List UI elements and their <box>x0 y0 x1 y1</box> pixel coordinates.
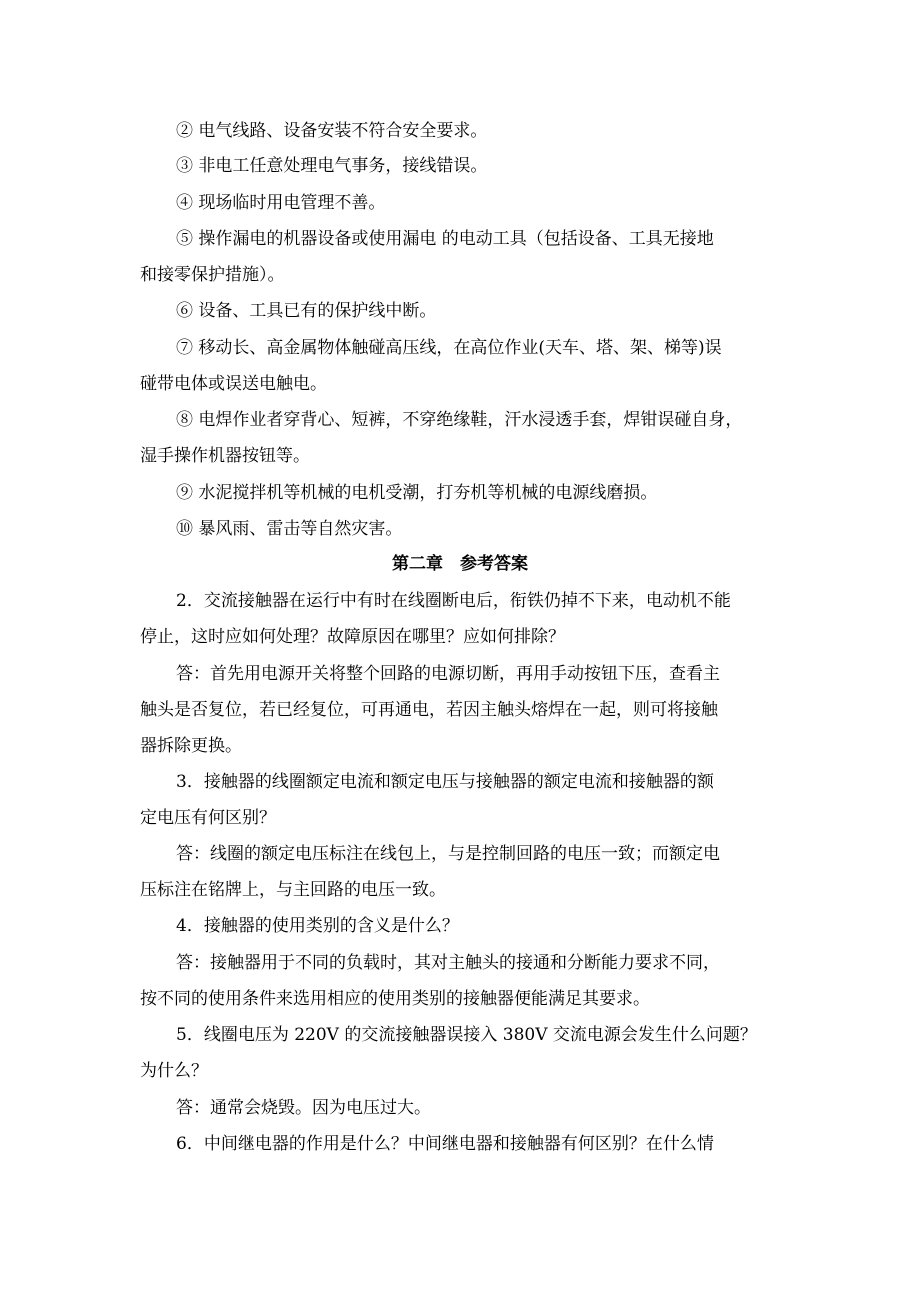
answer-2-line-1: 答：首先用电源开关将整个回路的电源切断，再用手动按钮下压，查看主 <box>176 664 720 684</box>
answer-5: 答：通常会烧毁。因为电压过大。 <box>176 1098 431 1118</box>
list-item-6: ⑥ 设备、工具已有的保护线中断。 <box>176 301 437 321</box>
question-6-line-1: 6．中间继电器的作用是什么？中间继电器和接触器有何区别？在什么情 <box>176 1134 714 1154</box>
list-item-7-line-1: ⑦ 移动长、高金属物体触碰高压线，在高位作业(天车、塔、架、梯等)误 <box>176 338 722 358</box>
question-2-line-1: 2．交流接触器在运行中有时在线圈断电后，衔铁仍掉不下来，电动机不能 <box>176 591 731 611</box>
list-item-8-line-1: ⑧ 电焊作业者穿背心、短裤，不穿绝缘鞋，汗水浸透手套，焊钳误碰自身， <box>176 410 743 430</box>
question-2-line-2: 停止，这时应如何处理？故障原因在哪里？应如何排除？ <box>140 627 565 647</box>
list-item-7-line-2: 碰带电体或误送电触电。 <box>140 374 327 394</box>
list-item-5-line-2: 和接零保护措施）。 <box>140 265 285 285</box>
list-item-4: ④ 现场临时用电管理不善。 <box>176 193 386 213</box>
list-item-5-line-1: ⑤ 操作漏电的机器设备或使用漏电 的电动工具（包括设备、工具无接地 <box>176 229 714 249</box>
question-5-line-2: 为什么？ <box>140 1061 208 1081</box>
answer-3-line-1: 答：线圈的额定电压标注在线包上，与是控制回路的电压一致；而额定电 <box>176 844 720 864</box>
answer-2-line-3: 器拆除更换。 <box>140 736 242 756</box>
list-item-3: ③ 非电工任意处理电气事务，接线错误。 <box>176 156 488 176</box>
chapter-heading: 第二章 参考答案 <box>392 554 528 574</box>
question-3-line-2: 定电压有何区别？ <box>140 808 276 828</box>
question-5-line-1: 5．线圈电压为 220V 的交流接触器误接入 380V 交流电源会发生什么问题？ <box>176 1025 757 1045</box>
list-item-10: ⑩ 暴风雨、雷击等自然灾害。 <box>176 519 403 539</box>
list-item-9: ⑨ 水泥搅拌机等机械的电机受潮，打夯机等机械的电源线磨损。 <box>176 483 658 503</box>
answer-2-line-2: 触头是否复位，若已经复位，可再通电，若因主触头熔焊在一起，则可将接触 <box>140 700 718 720</box>
list-item-8-line-2: 湿手操作机器按钮等。 <box>140 446 310 466</box>
question-4: 4．接触器的使用类别的含义是什么？ <box>176 916 459 936</box>
list-item-2: ② 电气线路、设备安装不符合安全要求。 <box>176 121 488 141</box>
answer-4-line-1: 答：接触器用于不同的负载时，其对主触头的接通和分断能力要求不同， <box>176 953 720 973</box>
answer-4-line-2: 按不同的使用条件来选用相应的使用类别的接触器便能满足其要求。 <box>140 989 650 1009</box>
answer-3-line-2: 压标注在铭牌上，与主回路的电压一致。 <box>140 880 446 900</box>
question-3-line-1: 3．接触器的线圈额定电流和额定电压与接触器的额定电流和接触器的额 <box>176 772 714 792</box>
